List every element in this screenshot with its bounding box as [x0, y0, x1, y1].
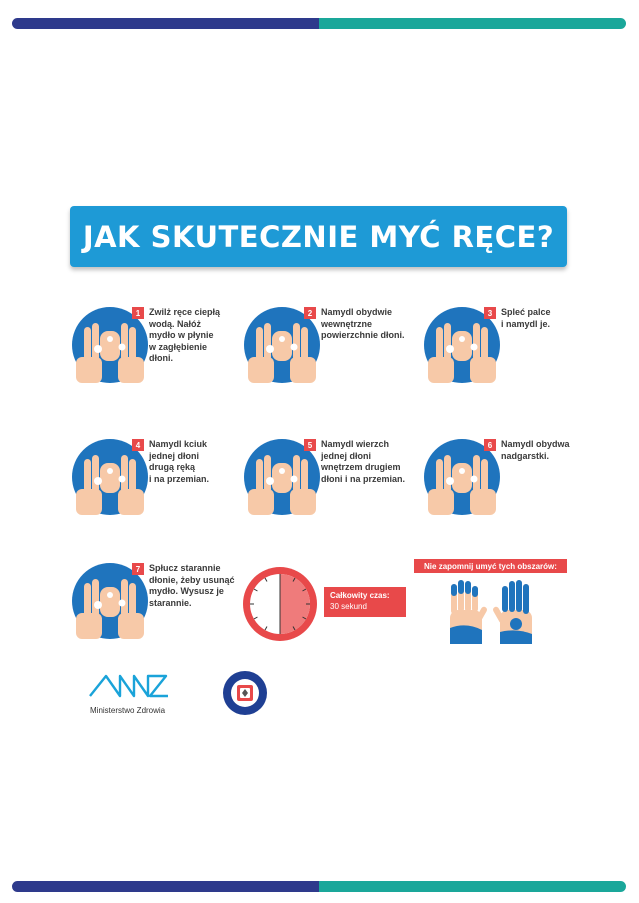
ministry-label: Ministerstwo Zdrowia: [90, 706, 166, 715]
bottom-bar-right: [319, 881, 626, 892]
title-banner: [70, 206, 567, 267]
step-4: [72, 439, 262, 529]
step-number: 4: [132, 439, 144, 451]
palms-rub-icon: [242, 309, 322, 385]
bottom-decorative-bar: [12, 881, 626, 892]
step-text: Namydl kciuk jednej dłoni drugą ręką i na przemian.: [149, 439, 210, 484]
step-text: Spleć palce i namydl je.: [501, 307, 551, 329]
step-number: 2: [304, 307, 316, 319]
step-text: Namydl obydwie wewnętrzne powierzchnie dłoni.: [321, 307, 405, 340]
total-time-box: [324, 587, 406, 617]
step-6: [424, 439, 614, 529]
thumb-wash-icon: [70, 441, 150, 517]
step-number: 3: [484, 307, 496, 319]
step-3: [424, 307, 614, 397]
step-number: 7: [132, 563, 144, 575]
step-text: Namydl obydwa nadgarstki.: [501, 439, 570, 461]
step-number: 6: [484, 439, 496, 451]
reminder-label: Nie zapomnij umyć tych obszarów:: [414, 559, 567, 573]
step-text: Namydl wierzch jednej dłoni wnętrzem drugiem dłoni i na przemian.: [321, 439, 406, 484]
sanitary-inspection-emblem-icon: [222, 670, 268, 716]
interlaced-fingers-icon: [422, 309, 502, 385]
page-title: JAK SKUTECZNIE MYĆ RĘCE?: [82, 219, 555, 254]
step-number: 1: [132, 307, 144, 319]
ministry-of-health-logo: [86, 670, 176, 720]
step-text: Spłucz starannie dłonie, żeby usunąć mydło. Wysusz je starannie.: [149, 563, 235, 608]
step-2: [244, 307, 434, 397]
wrist-wash-icon: [422, 441, 502, 517]
wet-hands-icon: [70, 309, 150, 385]
total-time-value: 30 sekund: [330, 602, 367, 611]
top-bar-right: [319, 18, 626, 29]
timer-clock-icon: [242, 566, 318, 642]
step-5: [244, 439, 434, 529]
bottom-bar-left: [12, 881, 319, 892]
total-time-label: Całkowity czas:: [330, 591, 390, 600]
back-of-hand-icon: [242, 441, 322, 517]
top-decorative-bar: [12, 18, 626, 29]
rinse-hands-icon: [70, 565, 150, 641]
top-bar-left: [12, 18, 319, 29]
step-text: Zwilż ręce ciepłą wodą. Nałóż mydło w płynie w zagłębienie dłoni.: [149, 307, 221, 363]
hands-missed-areas-icon: [440, 578, 545, 648]
step-7: [72, 563, 262, 653]
step-1: [72, 307, 262, 397]
mz-logo-icon: [86, 670, 172, 702]
step-number: 5: [304, 439, 316, 451]
